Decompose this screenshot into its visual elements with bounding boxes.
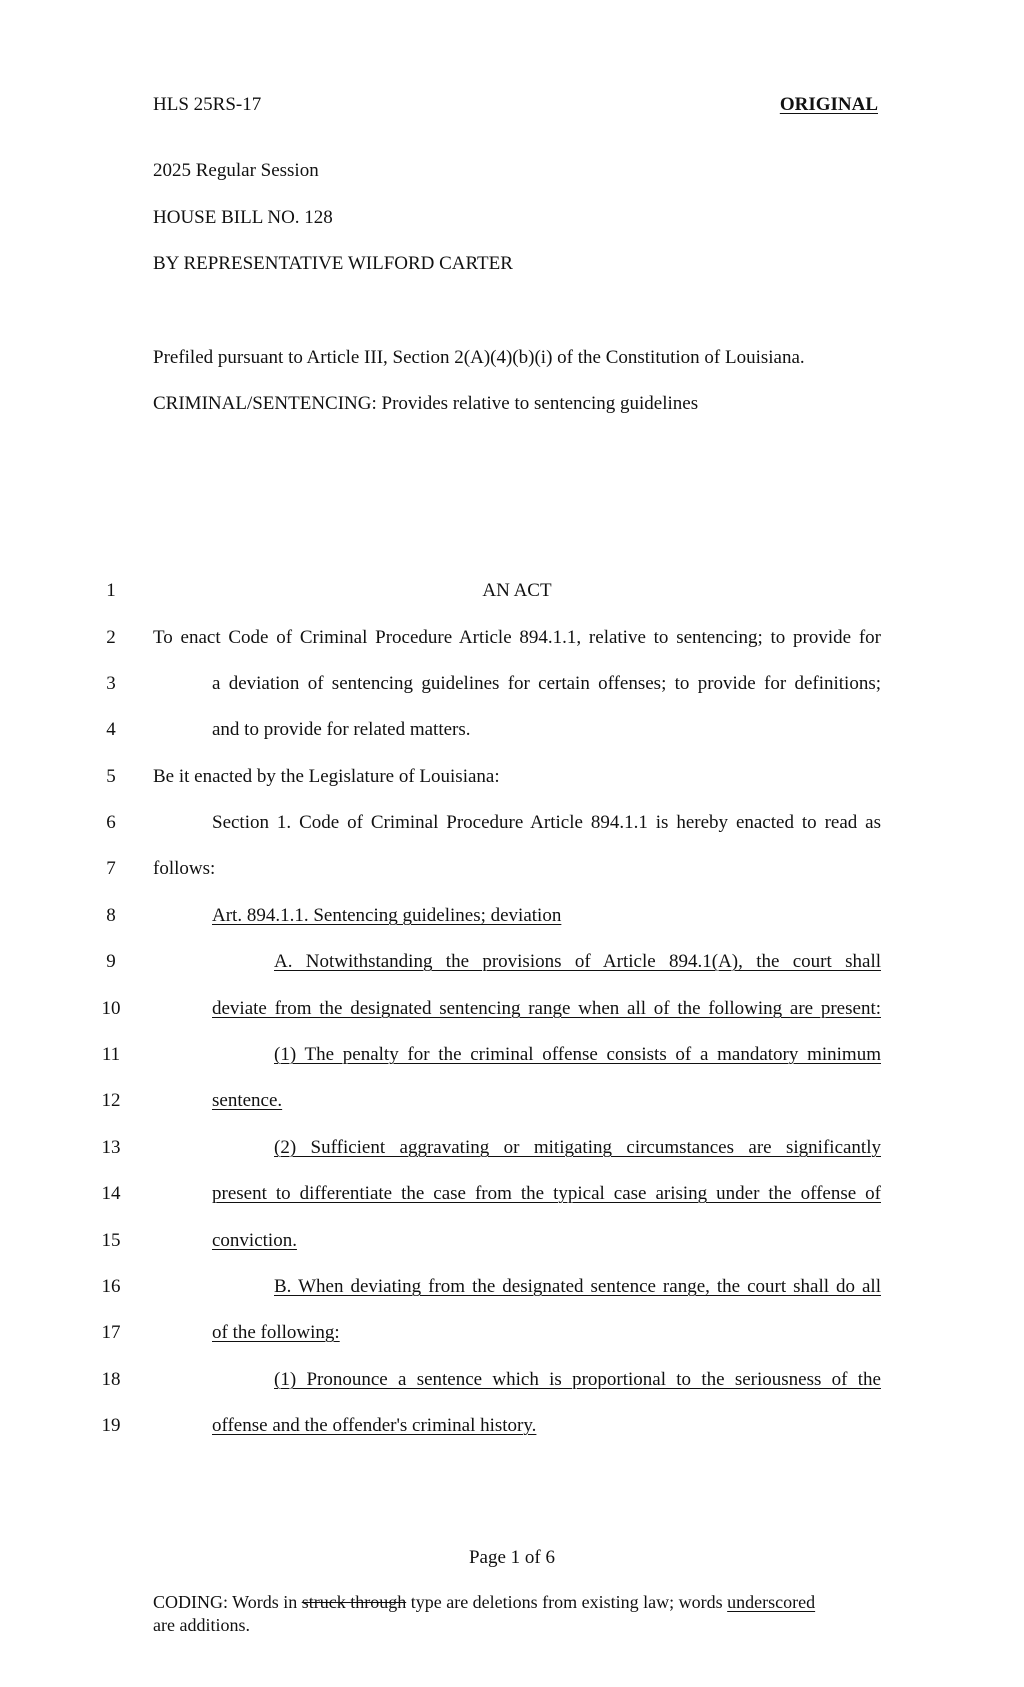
coding-legend-end: are additions. <box>153 1615 250 1635</box>
body-line: and to provide for related matters. <box>212 719 471 740</box>
line-number: 11 <box>101 1044 121 1065</box>
enacting-clause: Be it enacted by the Legislature of Louisiana: <box>153 766 500 787</box>
body-line: sentence. <box>212 1090 283 1111</box>
line-number: 8 <box>106 905 116 926</box>
line-number: 16 <box>101 1276 121 1297</box>
coding-middle: type are deletions from existing law; words <box>406 1592 728 1612</box>
article-heading: Art. 894.1.1. Sentencing guidelines; deviation <box>212 905 562 926</box>
act-title: AN ACT <box>482 580 552 601</box>
body-line: present to differentiate the case from the typical case arising under the offense of <box>212 1183 881 1204</box>
line-number: 14 <box>101 1183 121 1204</box>
line-number: 6 <box>106 812 116 833</box>
page-number: Page 1 of 6 <box>468 1547 555 1568</box>
line-number: 15 <box>101 1230 121 1251</box>
body-line: a deviation of sentencing guidelines for certain offenses; to provide for definitions; <box>212 673 881 694</box>
line-number: 4 <box>106 719 116 740</box>
coding-prefix: CODING: Words in <box>153 1592 302 1612</box>
line-number: 10 <box>101 998 121 1019</box>
body-line: To enact Code of Criminal Procedure Article 894.1.1, relative to sentencing; to provide for <box>153 627 881 648</box>
prefiled-notice: Prefiled pursuant to Article III, Section 2(A)(4)(b)(i) of the Constitution of Louisiana. <box>153 347 805 368</box>
body-line: Section 1. Code of Criminal Procedure Article 894.1.1 is hereby enacted to read as <box>212 812 881 833</box>
body-line: of the following: <box>212 1322 340 1343</box>
body-line: A. Notwithstanding the provisions of Article 894.1(A), the court shall <box>274 951 881 972</box>
coding-underscored-sample: underscored <box>727 1592 816 1612</box>
body-line: (1) Pronounce a sentence which is proportional to the seriousness of the <box>274 1369 881 1390</box>
body-line: offense and the offender's criminal history. <box>212 1415 537 1436</box>
line-number: 1 <box>106 580 116 601</box>
line-number: 9 <box>106 951 116 972</box>
body-line: deviate from the designated sentencing range when all of the following are present: <box>212 998 881 1019</box>
document-code: HLS 25RS-17 <box>153 94 262 115</box>
line-number: 7 <box>106 858 116 879</box>
line-number: 17 <box>101 1322 121 1343</box>
version-label: ORIGINAL <box>779 94 878 115</box>
line-number: 19 <box>101 1415 121 1436</box>
line-number: 5 <box>106 766 116 787</box>
body-line: conviction. <box>212 1230 297 1251</box>
body-line: follows: <box>153 858 216 879</box>
coding-struck-sample: struck through <box>301 1592 407 1612</box>
line-number: 18 <box>101 1369 121 1390</box>
body-line: (1) The penalty for the criminal offense consists of a mandatory minimum <box>274 1044 881 1065</box>
body-line: B. When deviating from the designated sentence range, the court shall do all <box>274 1276 881 1297</box>
body-line: (2) Sufficient aggravating or mitigating circumstances are significantly <box>274 1137 881 1158</box>
coding-legend <box>153 1592 815 1613</box>
line-number: 2 <box>106 627 116 648</box>
line-number: 13 <box>101 1137 121 1158</box>
session-label: 2025 Regular Session <box>153 160 319 181</box>
bill-number: HOUSE BILL NO. 128 <box>153 207 333 228</box>
line-number: 3 <box>106 673 116 694</box>
bill-author: BY REPRESENTATIVE WILFORD CARTER <box>153 253 513 274</box>
line-number: 12 <box>101 1090 121 1111</box>
bill-digest: CRIMINAL/SENTENCING: Provides relative to sentencing guidelines <box>153 393 699 414</box>
